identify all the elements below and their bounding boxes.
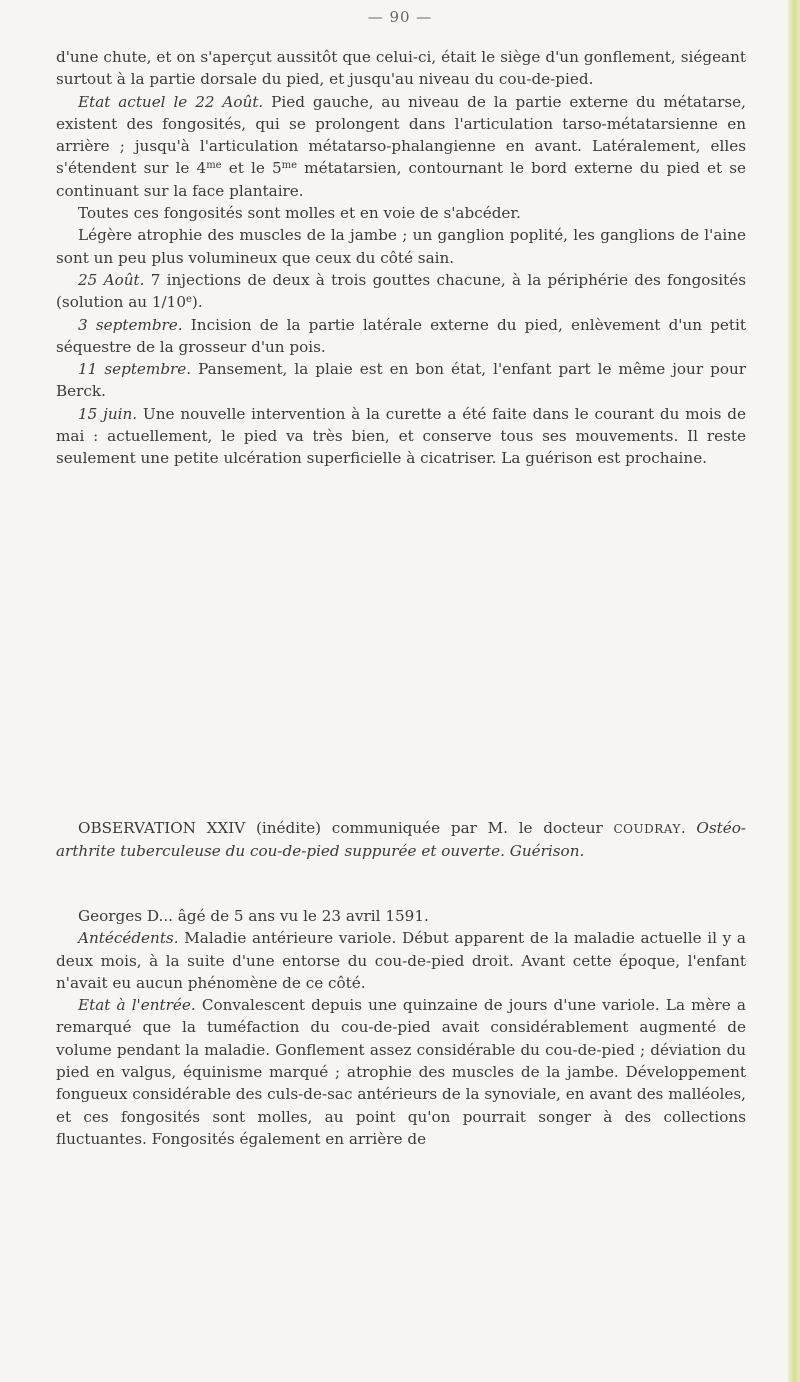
paragraph: 15 juin. Une nouvelle intervention à la curette a été faite dans le courant du mois de mai : actuellement, le pied va très bien, et conserve tous ses mouvements. Il reste seulement une petite ulcération superficielle à cicatriser. La guérison est prochaine. [56, 404, 746, 468]
case-report-body [56, 905, 746, 1150]
paragraph: Antécédents. Maladie antérieure variole. Début apparent de la maladie actuelle il y a deux mois, à la suite d'une entorse du cou-de-pied droit. Avant cette époque, l'enfant n'avait eu aucun phénomène de ce côté. [56, 929, 746, 992]
page-number: — 90 — [367, 8, 433, 26]
date-label: 11 septembre. [78, 360, 192, 379]
paragraph: Etat actuel le 22 Août. Pied gauche, au niveau de la partie externe du métatarse, existent des fongosités, qui se prolongent dans l'articulation tarso-métatarsienne en arrière ; jusqu'à l'articulation métatarso-phalangienne en avant. Latéralement, elles s'étendent sur le $4^{me}$ et le $5^{me}$ métatarsien, contournant le bord externe du pied et se continuant sur la face plantaire. [56, 92, 746, 200]
paragraph: Légère atrophie des muscles de la jambe ; un ganglion poplité, les ganglions de l'aine sont un peu plus volumineux que ceux du côté sain. [56, 226, 746, 267]
paragraph: Georges D... âgé de 5 ans vu le 23 avril 1591. [78, 907, 429, 925]
paragraph: 11 septembre. Pansement, la plaie est en bon état, l'enfant part le même jour pour Berck. [56, 360, 746, 401]
date-label: Etat actuel le 22 Août. [78, 92, 264, 111]
section-label: Antécédents. [78, 929, 179, 948]
paragraph: d'une chute, et on s'aperçut aussitôt que celui-ci, était le siège d'un gonflement, siégeant surtout à la partie dorsale du pied, et jusqu'au niveau du cou-de-pied. [56, 48, 746, 89]
observation-title: OBSERVATION XXIV (inédite) communiquée par M. le docteur COUDRAY. Ostéo-arthrite tuberculeuse du cou-de-pied suppurée et ouverte. Guérison. [56, 819, 747, 861]
observation-diagnosis: Ostéo-arthrite tuberculeuse du cou-de-pied suppurée et ouverte. Guérison. [56, 819, 747, 861]
page-edge-shadow [788, 0, 800, 1382]
case-report-continuation [56, 46, 746, 470]
observation-heading [56, 817, 746, 863]
date-label: 3 septembre. [78, 315, 183, 334]
paragraph: 3 septembre. Incision de la partie latérale externe du pied, enlèvement d'un petit séquestre de la grosseur d'un pois. [56, 315, 746, 356]
paragraph: 25 Août. 7 injections de deux à trois gouttes chacune, à la périphérie des fongosités (solution au 1/10e). [56, 270, 746, 312]
doctor-name: COUDRAY [613, 822, 681, 836]
section-label: Etat à l'entrée. [78, 996, 196, 1015]
paragraph: Etat à l'entrée. Convalescent depuis une quinzaine de jours d'une variole. La mère a remarqué que la tuméfaction du cou-de-pied avait considérablement augmenté de volume pendant la maladie. Gonflement assez considérable du cou-de-pied ; déviation du pied en valgus, équinisme marqué ; atrophie des muscles de la jambe. Développement fongueux considérable des culs-de-sac antérieurs de la synoviale, en avant des malléoles, et ces fongosités sont molles, au point qu'on pourrait songer à des collections fluctuantes. Fongosités également en arrière de [56, 996, 746, 1148]
paragraph: Toutes ces fongosités sont molles et en voie de s'abcéder. [78, 204, 521, 223]
date-label: 25 Août. [78, 270, 145, 289]
date-label: 15 juin. [78, 404, 138, 423]
observation-label: OBSERVATION XXIV [78, 819, 246, 837]
